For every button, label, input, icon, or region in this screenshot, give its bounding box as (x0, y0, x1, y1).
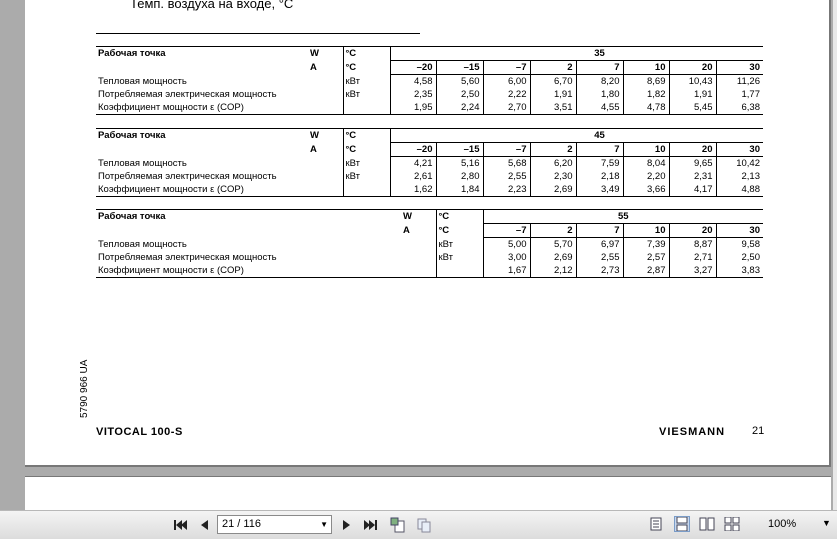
table-row (96, 157, 763, 171)
cell-value: 11,26 (716, 75, 763, 89)
cell-value: 2,80 (436, 170, 483, 183)
cell-value: 6,97 (576, 238, 623, 252)
continuous-icon[interactable] (674, 516, 690, 532)
cell-value: 4,17 (669, 183, 716, 197)
cell-value: 2,69 (530, 251, 576, 264)
w-label: W (308, 129, 343, 143)
row-unit: кВт (436, 238, 483, 252)
temp-header: 2 (530, 61, 576, 75)
row-unit: кВт (343, 88, 390, 101)
cell-value: 6,00 (483, 75, 530, 89)
temp-header: –15 (436, 61, 483, 75)
cell-value: 5,60 (436, 75, 483, 89)
row-label: Тепловая мощность (98, 75, 187, 87)
cell-value: 5,45 (669, 101, 716, 115)
single-page-icon[interactable] (648, 516, 664, 532)
performance-table-45 (96, 128, 763, 197)
cell-value: 5,16 (436, 157, 483, 171)
cell-value: 3,66 (623, 183, 669, 197)
cell-value: 2,73 (576, 264, 623, 278)
temp-header: 7 (576, 61, 623, 75)
cell-value: 9,65 (669, 157, 716, 171)
product-name: VITOCAL 100-S (96, 426, 183, 438)
row-unit: кВт (343, 75, 390, 89)
cell-value: 6,70 (530, 75, 576, 89)
performance-table-55 (96, 209, 763, 278)
table-row (96, 101, 763, 115)
row-label: Коэффициент мощности ε (COP) (96, 183, 308, 197)
temp-header: 30 (716, 61, 763, 75)
cell-value: 2,50 (436, 88, 483, 101)
cell-value: 2,12 (530, 264, 576, 278)
cell-value: 8,04 (623, 157, 669, 171)
cell-value: 2,71 (669, 251, 716, 264)
cell-value: 7,39 (623, 238, 669, 252)
temp-header: –7 (483, 61, 530, 75)
row-label: Потребляемая электрическая мощность (98, 89, 277, 100)
table-row (96, 183, 763, 197)
cell-value: 2,35 (390, 88, 436, 101)
last-page-icon[interactable] (362, 515, 380, 535)
cell-value: 5,68 (483, 157, 530, 171)
a-label: A (310, 62, 317, 73)
cell-value: 2,20 (623, 170, 669, 183)
a-unit: °C (343, 61, 390, 75)
cell-value: 4,21 (390, 157, 436, 171)
w-unit: °C (343, 47, 390, 61)
a-unit: °C (436, 224, 483, 238)
temp-header: 10 (623, 224, 669, 238)
prev-page-icon[interactable] (196, 515, 212, 535)
row-label: Потребляемая электрическая мощность (98, 171, 277, 182)
cell-value: 1,91 (669, 88, 716, 101)
row-unit (343, 101, 390, 115)
row-label: Коэффициент мощности ε (COP) (96, 264, 401, 278)
a-label: A (310, 144, 317, 155)
cell-value: 2,13 (716, 170, 763, 183)
table-row (96, 238, 763, 252)
zoom-level[interactable]: 100% (768, 518, 797, 530)
operating-point-label: Рабочая точка (96, 129, 308, 143)
temp-header: –15 (436, 143, 483, 157)
w-unit: °C (436, 210, 483, 224)
viewer-toolbar (0, 510, 837, 539)
fit-icon[interactable] (415, 515, 433, 535)
temp-header: 2 (530, 224, 576, 238)
row-unit (436, 264, 483, 278)
cell-value: 5,70 (530, 238, 576, 252)
cell-value: 4,88 (716, 183, 763, 197)
cell-value: 9,58 (716, 238, 763, 252)
row-unit: кВт (343, 170, 390, 183)
rotate-icon[interactable] (389, 515, 407, 535)
brand-logo: VIESMANN (659, 426, 726, 438)
cell-value: 6,38 (716, 101, 763, 115)
cell-value: 1,95 (390, 101, 436, 115)
cell-value: 3,49 (576, 183, 623, 197)
water-temp-group: 45 (436, 129, 763, 143)
cell-value: 2,69 (530, 183, 576, 197)
row-unit: кВт (436, 251, 483, 264)
cell-value: 2,23 (483, 183, 530, 197)
cell-value: 2,87 (623, 264, 669, 278)
cell-value: 2,31 (669, 170, 716, 183)
performance-table-35 (96, 46, 763, 115)
chevron-down-icon: ▼ (320, 520, 328, 529)
cell-value: 4,78 (623, 101, 669, 115)
cell-value: 1,82 (623, 88, 669, 101)
cell-value: 5,00 (483, 238, 530, 252)
temp-header: –20 (390, 143, 436, 157)
temp-header: 10 (623, 61, 669, 75)
row-label: Потребляемая электрическая мощность (98, 252, 277, 263)
w-label: W (308, 47, 343, 61)
w-unit: °C (343, 129, 390, 143)
chevron-down-icon[interactable]: ▼ (822, 518, 831, 528)
two-page-continuous-icon[interactable] (724, 516, 740, 532)
cell-value: 2,70 (483, 101, 530, 115)
temp-header: 10 (623, 143, 669, 157)
vertical-scrollbar[interactable] (833, 0, 837, 510)
pdf-page (25, 0, 831, 467)
cell-value: 3,27 (669, 264, 716, 278)
cell-value: 10,42 (716, 157, 763, 171)
cell-value: 4,58 (390, 75, 436, 89)
temp-header: 7 (576, 143, 623, 157)
temp-header: 30 (716, 224, 763, 238)
table-row (96, 75, 763, 89)
page-indicator: 21 / 116 (222, 518, 261, 530)
table-row (96, 170, 763, 183)
cell-value: 1,67 (483, 264, 530, 278)
page-number: 21 (752, 425, 765, 437)
water-temp-group: 55 (483, 210, 763, 224)
temp-header: –7 (483, 224, 530, 238)
row-unit (343, 183, 390, 197)
temp-header: –7 (483, 143, 530, 157)
cell-value: 3,51 (530, 101, 576, 115)
cell-value: 1,77 (716, 88, 763, 101)
table-row (96, 251, 763, 264)
cell-value: 2,57 (623, 251, 669, 264)
inlet-air-temp-label: Темп. воздуха на входе, °С (130, 0, 294, 11)
temp-header: 2 (530, 143, 576, 157)
row-label: Коэффициент мощности ε (COP) (96, 101, 308, 115)
temp-header: 20 (669, 61, 716, 75)
cell-value: 3,00 (483, 251, 530, 264)
two-page-icon[interactable] (699, 516, 715, 532)
temp-header: –20 (390, 61, 436, 75)
cell-value: 7,59 (576, 157, 623, 171)
a-unit: °C (343, 143, 390, 157)
cell-value: 2,55 (483, 170, 530, 183)
row-unit: кВт (343, 157, 390, 171)
cell-value: 2,61 (390, 170, 436, 183)
table-row (96, 264, 763, 278)
cell-value: 2,24 (436, 101, 483, 115)
w-label: W (401, 210, 436, 224)
cell-value: 10,43 (669, 75, 716, 89)
cell-value: 8,20 (576, 75, 623, 89)
water-temp-group: 35 (436, 47, 763, 61)
cell-value: 3,83 (716, 264, 763, 278)
cell-value: 2,22 (483, 88, 530, 101)
cell-value: 2,18 (576, 170, 623, 183)
a-label: A (403, 225, 410, 236)
row-label: Тепловая мощность (98, 238, 187, 250)
cell-value: 8,69 (623, 75, 669, 89)
operating-point-label: Рабочая точка (96, 210, 401, 224)
cell-value: 2,50 (716, 251, 763, 264)
cell-value: 2,30 (530, 170, 576, 183)
table-row (96, 88, 763, 101)
cell-value: 4,55 (576, 101, 623, 115)
cell-value: 1,91 (530, 88, 576, 101)
first-page-icon[interactable] (171, 515, 189, 535)
cell-value: 6,20 (530, 157, 576, 171)
temp-header: 20 (669, 143, 716, 157)
document-code: 5790 966 UA (79, 359, 90, 418)
temp-header: 30 (716, 143, 763, 157)
next-page-icon[interactable] (339, 515, 355, 535)
row-label: Тепловая мощность (98, 157, 187, 169)
cell-value: 1,80 (576, 88, 623, 101)
operating-point-label: Рабочая точка (96, 47, 308, 61)
cell-value: 1,84 (436, 183, 483, 197)
header-divider (96, 33, 420, 34)
cell-value: 1,62 (390, 183, 436, 197)
temp-header: 20 (669, 224, 716, 238)
cell-value: 2,55 (576, 251, 623, 264)
cell-value: 8,87 (669, 238, 716, 252)
temp-header: 7 (576, 224, 623, 238)
page-selector[interactable] (217, 515, 332, 534)
